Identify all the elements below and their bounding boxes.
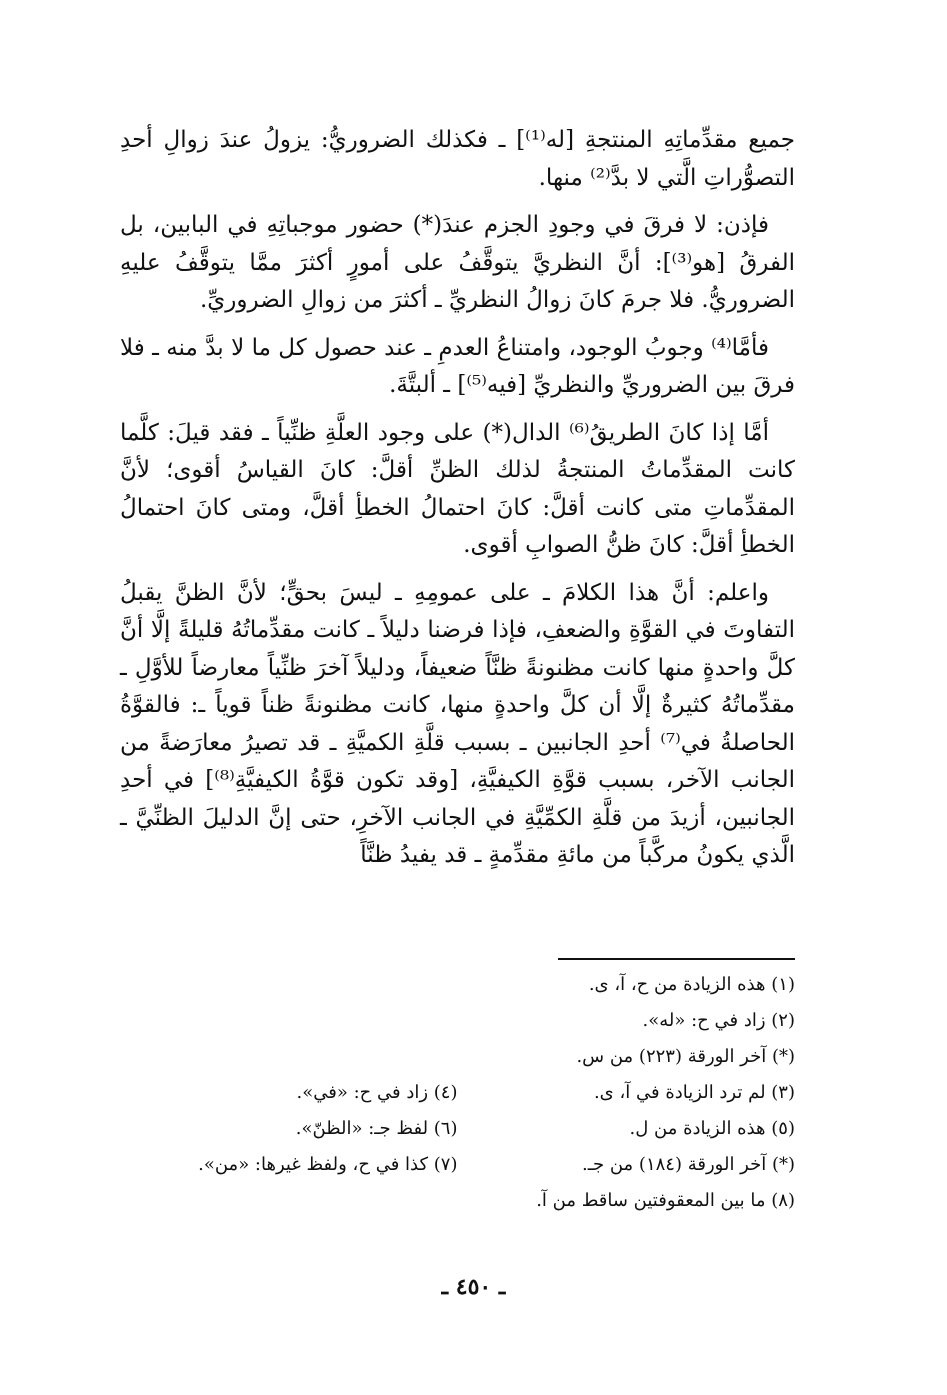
footnote-star-1: (*) آخر الورقة (٢٢٣) من س. bbox=[576, 1045, 795, 1067]
footnote-6: (٦) لفظ جـ: «الظنّ». bbox=[295, 1117, 458, 1139]
footnotes bbox=[120, 966, 795, 1218]
footnote-4: (٤) زاد في ح: «في». bbox=[296, 1081, 458, 1103]
footnote-2: (٢) زاد في ح: «له». bbox=[642, 1009, 795, 1031]
footnote-row bbox=[120, 1146, 795, 1182]
footnote-row bbox=[120, 1110, 795, 1146]
footnote-3: (٣) لم ترد الزيادة في آ، ى. bbox=[593, 1081, 795, 1103]
footnote-row bbox=[120, 1074, 795, 1110]
footnote-separator bbox=[558, 958, 795, 960]
footnote-row bbox=[120, 1002, 795, 1038]
footnote-star-2: (*) آخر الورقة (١٨٤) من جـ. bbox=[582, 1153, 795, 1175]
footnote-7: (٧) كذا في ح، ولفظ غيرها: «من». bbox=[198, 1153, 458, 1175]
paragraph-3: فأمَّا⁽⁴⁾ وجوبُ الوجود، وامتناعُ العدمِ ـ عند حصول كل ما لا بدَّ منه ـ فلا فرقَ بين الضروريِّ والنظريِّ [فيه⁽⁵⁾] ـ ألبتَّةَ. bbox=[120, 334, 795, 398]
footnote-8: (٨) ما بين المعقوفتين ساقط من آ. bbox=[536, 1189, 795, 1211]
footnote-5: (٥) هذه الزيادة من ل. bbox=[629, 1117, 795, 1139]
paragraph-1: جميع مقدِّماتِهِ المنتجةِ [له⁽¹⁾] ـ فكذلك الضروريُّ: يزولُ عندَ زوالِ أحدِ التصوُّراتِ الَّتي لا بدَّ⁽²⁾ منها. bbox=[120, 127, 796, 191]
paragraph-2: فإذن: لا فرقَ في وجودِ الجزم عندَ(*) حضور موجباتِهِ في البابين، بل الفرقُ [هو⁽³⁾]: أنَّ النظريَّ يتوقَّفُ على أمورٍ أكثرَ ممَّا يتوقَّفُ عليهِ الضروريُّ. فلا جرمَ كانَ زوالُ النظريِّ ـ أكثرَ من زوالِ الضروريِّ. bbox=[120, 212, 795, 313]
footnote-1: (١) هذه الزيادة من ح، آ، ى. bbox=[588, 973, 795, 995]
footnote-row bbox=[120, 966, 795, 1002]
paragraph-5: واعلم: أنَّ هذا الكلامَ ـ على عمومِهِ ـ ليسَ بحقٍّ؛ لأنَّ الظنَّ يقبلُ التفاوتَ في القوَّةِ والضعفِ، فإذا فرضنا دليلاً ـ كانت مقدِّماتُهُ قليلةً إلَّا أنَّ كلَّ واحدةٍ منها كانت مظنونةً ظنَّاً ضعيفاً، ودليلاً آخرَ ظنِّياً معارضاً للأوَّلِ ـ مقدِّماتُهُ كثيرةٌ إلَّا أن كلَّ واحدةٍ منها، كانت مظنونةً ظناً قوياً ـ: فالقوَّةُ الحاصلةُ في⁽⁷⁾ أحدِ الجانبين ـ بسبب قلَّةِ الكميَّةِ ـ قد تصيرُ معارَضةً من الجانب الآخر، بسبب قوَّةِ الكيفيَّةِ، [وقد تكون قوَّةُ الكيفيَّةِ⁽⁸⁾] في أحدِ الجانبين، أزيدَ من قلَّةِ الكمِّيَّةِ في الجانب الآخرِ، حتى إنَّ الدليلَ الظنِّيَّ ـ الَّذي يكونُ مركَّباً من مائةِ مقدِّمةٍ ـ قد يفيدُ ظنَّاً bbox=[120, 579, 795, 868]
main-text bbox=[120, 122, 795, 885]
page-number: ـ ٤٥٠ ـ bbox=[441, 1274, 506, 1300]
footnote-row bbox=[120, 1182, 795, 1218]
paragraph-4: أمَّا إذا كانَ الطريقُ⁽⁶⁾ الدال(*) على وجود العلَّةِ ظنِّياً ـ فقد قيلَ: كلَّما كانت المقدِّماتُ المنتجةُ لذلك الظنِّ أقلَّ: كانَ القياسُ أقوى؛ لأنَّ المقدِّماتِ متى كانت أقلَّ: كانَ احتمالُ الخطأِ أقلَّ، ومتى كانَ احتمالُ الخطأِ أقلَّ: كانَ ظنُّ الصوابِ أقوى. bbox=[120, 419, 795, 558]
footnote-row bbox=[120, 1038, 795, 1074]
